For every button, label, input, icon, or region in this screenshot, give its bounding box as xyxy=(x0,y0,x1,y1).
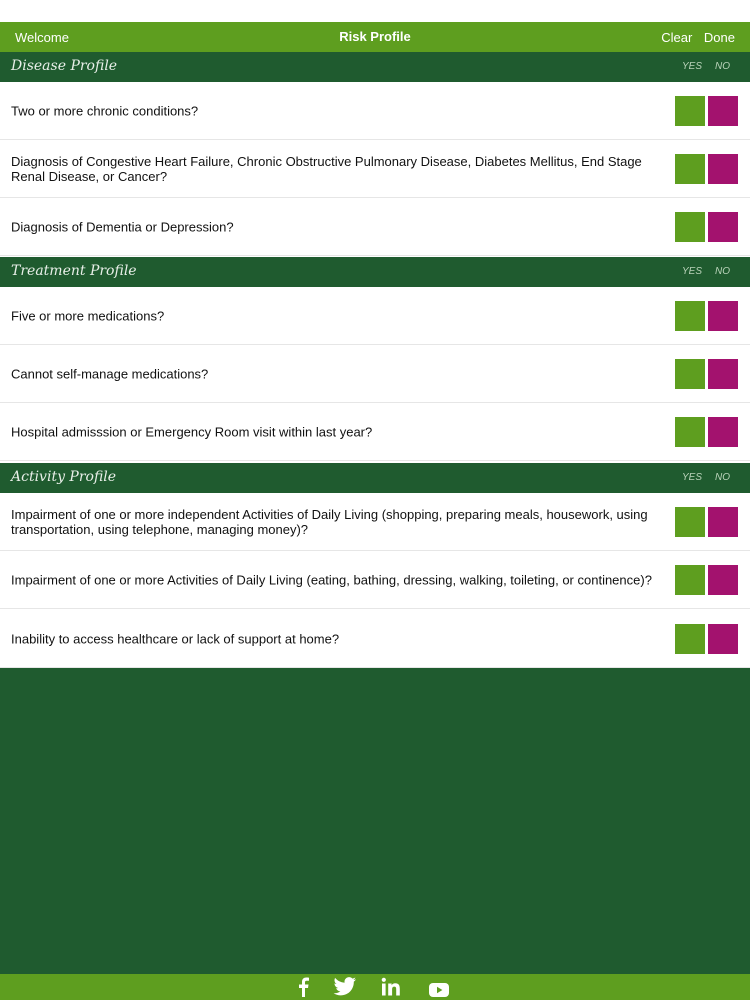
no-button[interactable] xyxy=(708,417,738,447)
no-button[interactable] xyxy=(708,96,738,126)
nav-bar xyxy=(0,22,750,52)
social-footer xyxy=(0,974,750,1000)
question-text: Two or more chronic conditions? xyxy=(11,103,199,118)
no-button[interactable] xyxy=(708,154,738,184)
yes-button[interactable] xyxy=(675,507,705,537)
question-text: Impairment of one or more Activities of Daily Living (eating, bathing, dressing, walking, toileting, or continence)? xyxy=(11,572,652,587)
yes-button[interactable] xyxy=(675,301,705,331)
question-text: Inability to access healthcare or lack of support at home? xyxy=(11,631,340,646)
section-title: Treatment Profile xyxy=(11,263,137,279)
no-column-label: NO xyxy=(715,266,730,277)
question-text: Five or more medications? xyxy=(11,308,165,323)
yes-button[interactable] xyxy=(675,624,705,654)
question-row xyxy=(0,287,750,345)
question-row xyxy=(0,610,750,668)
no-button[interactable] xyxy=(708,624,738,654)
linkedin-icon[interactable] xyxy=(381,977,401,997)
yes-button[interactable] xyxy=(675,154,705,184)
youtube-icon[interactable] xyxy=(429,980,449,1000)
question-text: Hospital admisssion or Emergency Room visit within last year? xyxy=(11,424,373,439)
yes-button[interactable] xyxy=(675,96,705,126)
section-header-treatment xyxy=(0,257,750,287)
status-bar xyxy=(0,0,750,22)
section-title: Disease Profile xyxy=(11,58,118,74)
question-row xyxy=(0,82,750,140)
question-row xyxy=(0,345,750,403)
question-text: Diagnosis of Congestive Heart Failure, Chronic Obstructive Pulmonary Disease, Diabetes Mellitus, End Stage Renal Disease, or Cancer? xyxy=(11,153,642,184)
no-column-label: NO xyxy=(715,472,730,483)
question-row xyxy=(0,403,750,461)
no-column-label: NO xyxy=(715,61,730,72)
no-button[interactable] xyxy=(708,565,738,595)
no-button[interactable] xyxy=(708,212,738,242)
question-text: Cannot self-manage medications? xyxy=(11,366,209,381)
yes-button[interactable] xyxy=(675,417,705,447)
page-title: Risk Profile xyxy=(339,29,411,44)
question-text: Diagnosis of Dementia or Depression? xyxy=(11,219,234,234)
clear-button[interactable]: Clear xyxy=(661,30,693,45)
section-title: Activity Profile xyxy=(11,469,117,485)
question-row xyxy=(0,493,750,551)
yes-button[interactable] xyxy=(675,212,705,242)
no-button[interactable] xyxy=(708,301,738,331)
twitter-icon[interactable] xyxy=(333,977,357,997)
no-button[interactable] xyxy=(708,507,738,537)
no-button[interactable] xyxy=(708,359,738,389)
question-row xyxy=(0,551,750,609)
yes-button[interactable] xyxy=(675,359,705,389)
yes-button[interactable] xyxy=(675,565,705,595)
yes-column-label: YES xyxy=(682,266,703,277)
yes-column-label: YES xyxy=(682,472,703,483)
facebook-icon[interactable] xyxy=(296,977,310,997)
question-row xyxy=(0,198,750,256)
question-text: Impairment of one or more independent Activities of Daily Living (shopping, preparing meals, housework, using transportation, using telephone, managing money)? xyxy=(11,506,648,537)
section-header-disease xyxy=(0,52,750,82)
done-button[interactable]: Done xyxy=(703,30,735,45)
yes-column-label: YES xyxy=(682,61,703,72)
section-header-activity xyxy=(0,463,750,493)
question-row xyxy=(0,140,750,198)
empty-background xyxy=(0,668,750,974)
welcome-button[interactable]: Welcome xyxy=(15,30,69,45)
